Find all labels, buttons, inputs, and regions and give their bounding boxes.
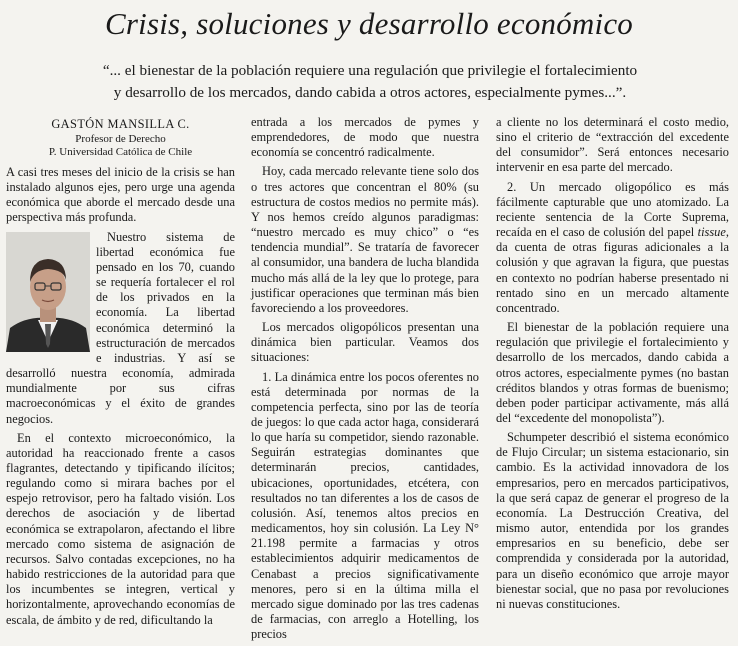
author-role-2: P. Universidad Católica de Chile xyxy=(48,146,193,158)
col1-paragraph-2: Nuestro sistema de libertad económica fue pensado en los 70, cuando se requería fortalecer el rol de los privados en la economía. La libertad económica determinó la estructuración de mercados e industrias. Y así se desarrolló nuestra economía, admirada mundialmente por sus cifras macroeconómicas y el éxito de grandes negocios. xyxy=(6,229,235,426)
col2-paragraph-4: 1. La dinámica entre los pocos oferentes no está determinada por normas de la competencia perfecta, sino por las de teoría de juegos: lo que cada actor haga, considerará lo que haría su competidor, siendo razonable. Seguirán estrategias dominantes que determinarán precios, cantidades, ubicaciones, oportunidades, etcétera, con resultados no tan diferentes a los de casos de colusión. Así, tenemos altos precios en medicamentos, hoy sin colusión. La Ley N° 21.198 permite a farmacias y otros establecimientos adquirir medicamentos de Cenabast a precios significativamente menores, pero si en la última milla el mercado sigue dominado por las tres cadenas de farmacias, con arreglo a Hotelling, los precios xyxy=(251,369,479,642)
column-3 xyxy=(496,115,729,616)
col3-paragraph-2-part-b: , da cuenta de otras figuras adicionales a la colusión y que agravan la figura, que puestas en contexto no podrían haberse presentado ni rentado sino en un mercado altamente concentrado. xyxy=(496,225,729,315)
author-portrait-image xyxy=(6,232,90,352)
col3-paragraph-4: Schumpeter describió el sistema económico de Flujo Circular; un sistema estacionario, sin cambio. Es la actividad innovadora de los empresarios, pero en mercados participativos, la que será capaz de generar el progreso de la economía. La Destrucción Creativa, del mismo autor, entendida por los grandes empresarios en su beneficio, debe ser comprendida y considerada por la autoridad, para un diseño económico que arroje mayor bienestar social, que no pasa por revoluciones ni nuevas constituciones. xyxy=(496,430,729,611)
author-byline xyxy=(6,116,235,159)
col3-paragraph-1: a cliente no los determinará el costo medio, sino el criterio de “extracción del excedente del consumidor”. Será entonces necesario intervenir en esa parte del mercado. xyxy=(496,115,729,175)
column-2 xyxy=(251,115,479,646)
deck-line-1: “... el bienestar de la población requiere una regulación que privilegie el fortalecimiento xyxy=(102,62,638,79)
col2-paragraph-1: entrada a los mercados de pymes y emprendedores, de modo que nuestra economía se concentró radicalmente. xyxy=(251,115,479,160)
tissue-term: tissue xyxy=(697,225,726,240)
col2-paragraph-3: Los mercados oligopólicos presentan una dinámica bien particular. Veamos dos situaciones: xyxy=(251,320,479,365)
deck-line-2: y desarrollo de los mercados, dando cabida a otros actores, especialmente pymes...”. xyxy=(113,84,627,101)
col3-paragraph-2 xyxy=(496,180,729,316)
col3-paragraph-2-part-a: 2. Un mercado oligopólico es más fácilmente capturable que uno atomizado. La reciente sentencia de la Corte Suprema, recaída en el caso de colusión del papel xyxy=(496,179,729,240)
col2-paragraph-2: Hoy, cada mercado relevante tiene solo dos o tres actores que concentran el 80% (su estructura de costos medios no permite más). Y nos hemos creído algunos paradigmas: “nuestro mercado es muy chico” o “es tendencia mundial”. Se trataría de favorecer al consumidor, una bandera de lucha blandida mucho más allá de la ley que lo protege, para justificar operaciones que terminan más bien favoreciendo a los proveedores. xyxy=(251,164,479,315)
author-portrait xyxy=(6,232,90,352)
col1-paragraph-1: A casi tres meses del inicio de la crisis se han instalado algunos ejes, pero urge una agenda económica que aborde el mercado desde una perspectiva más profunda. xyxy=(6,165,235,225)
author-name: GASTÓN MANSILLA C. xyxy=(51,117,190,131)
article-headline: Crisis, soluciones y desarrollo económico xyxy=(105,6,633,41)
article-deck xyxy=(40,60,700,104)
col3-paragraph-3: El bienestar de la población requiere una regulación que privilegie el fortalecimiento y desarrollo de los mercados, dando cabida a otros actores, especialmente pymes (no bastan créditos blandos y otras formas de buenismo; deben poder participar activamente, más allá del “excedente del monopolista”). xyxy=(496,320,729,425)
column-1 xyxy=(6,116,235,632)
author-role-1: Profesor de Derecho xyxy=(75,133,166,145)
col1-paragraph-3: En el contexto microeconómico, la autoridad ha reaccionado frente a casos flagrantes, detectando y tipificando ilícitos; regulando como si mirara baches por el espejo retrovisor, pero ha faltado visión. Los derechos de asociación y de libertad económica se extrapolaron, afectando el libre mercado como sistema de asignación de recursos. Salvo contadas excepciones, no ha habido restricciones de la autoridad para que los incumbentes se integren, vertical y horizontalmente, aprovechando economías de escala, de ámbito y de red, dificultando la xyxy=(6,430,235,627)
